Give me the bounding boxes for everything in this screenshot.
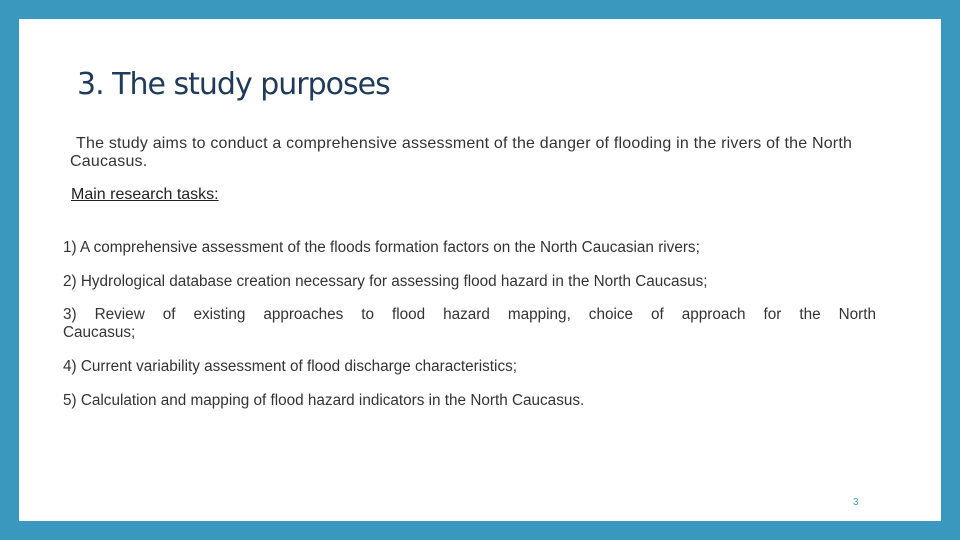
slide [19, 19, 941, 521]
intro-lead: The study aims [76, 135, 188, 152]
task-item: 2) Hydrological database creation necessary for assessing flood hazard in the North Caucasus; [63, 273, 708, 290]
tasks-heading: Main research tasks: [71, 186, 219, 203]
slide-title: 3. The study purposes [77, 67, 390, 102]
intro-text: to conduct a comprehensive assessment of the danger of flooding in the rivers of the North Caucasus. [70, 135, 853, 170]
intro-paragraph [70, 135, 880, 171]
task-item: 5) Calculation and mapping of flood hazard indicators in the North Caucasus. [63, 392, 585, 409]
task-item [63, 306, 876, 342]
task-item-line: 3) Review of existing approaches to flood hazard mapping, choice of approach for the North [63, 306, 876, 323]
task-item: 4) Current variability assessment of flood discharge characteristics; [63, 358, 517, 375]
task-item: 1) A comprehensive assessment of the floods formation factors on the North Caucasian rivers; [63, 239, 700, 256]
task-item-line: Caucasus; [63, 324, 136, 341]
page-number: 3 [853, 497, 859, 508]
